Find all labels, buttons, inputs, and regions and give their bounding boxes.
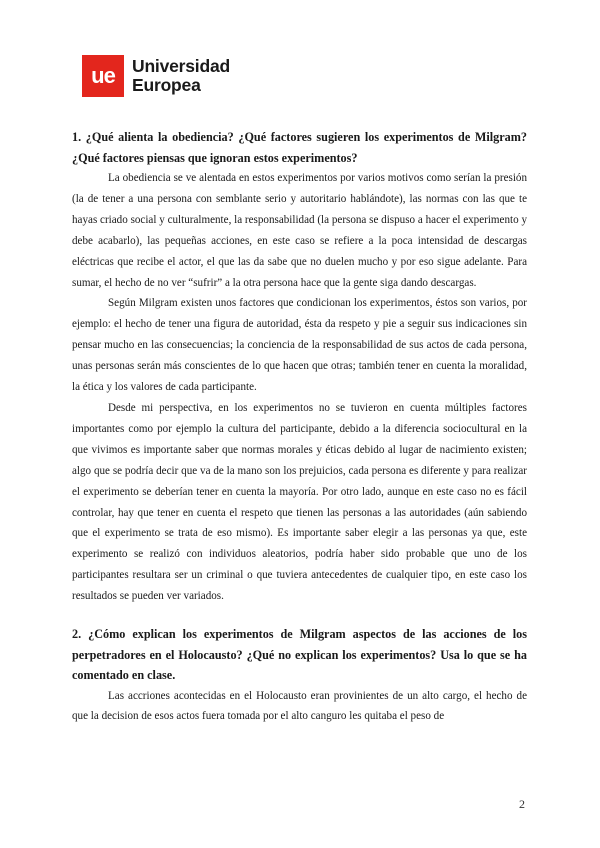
logo-line-2: Europea — [132, 75, 201, 95]
question-2-paragraph-1: Las accriones acontecidas en el Holocausto eran provinientes de un alto cargo, el hecho de que la decision de esos actos fuera tomada por el alto canguro les quitaba el peso de — [72, 689, 527, 723]
page-number: 2 — [519, 797, 525, 811]
logo-wordmark — [132, 57, 230, 95]
question-1-paragraph-2: Según Milgram existen unos factores que condicionan los experimentos, éstos son varios, por ejemplo: el hecho de tener una figura de autoridad, ésta da respeto y pie a seguir sus indicaciones sin pensar mucho en las consecuencias; la conciencia de la responsabilidad de sus actos de cada persona, unas personas serán más conscientes de lo que hacen que otras; también tener en cuenta la moralidad, la ética y los valores de cada participante. — [72, 297, 527, 394]
document-body — [72, 127, 527, 727]
question-1-paragraph-1: La obediencia se ve alentada en estos experimentos por varios motivos como serían la presión (la de tener a una persona con semblante serio y autoritario hablándote), las normas con las que te hayas criado social y culturalmente, la responsabilidad (la persona se dispuso a hacer el experimento y debe acabarlo), las pequeñas acciones, en este caso se refiere a la poca intensidad de descargas eléctricas que recibe el actor, el que las da sabe que no duelen mucho y por eso sigue adelante. Para sumar, el hecho de no ver “sufrir” a la otra persona hace que la gente siga dando descargas. — [72, 172, 527, 289]
question-1-paragraph-3: Desde mi perspectiva, en los experimentos no se tuvieron en cuenta múltiples factores importantes como por ejemplo la cultura del participante, debido a la diferencia sociocultural en la que vivimos es importante saber que normas morales y éticas debido al lugar de nacimiento existen; algo que se podría decir que va de la mano son los prejuicios, cada persona es diferente y para realizar el experimento se deberían tener en cuenta la mayoría. Por otro lado, aunque en este caso no es fácil controlar, hay que tener en cuenta el respeto que tienen las personas a las autoridades (aún sabiendo que el experimento se trata de eso mismo). Es importante saber elegir a las personas ya que, este experimento se realizó con individuos aleatorios, podría haber sido probable que uno de los participantes resultara ser un criminal o que tuviera antecedentes de cualquier tipo, en este caso los resultados se pueden ver variados. — [72, 401, 527, 603]
section-spacer — [72, 607, 527, 624]
ue-logo-icon: ue — [82, 55, 124, 97]
question-1-heading: 1. ¿Qué alienta la obediencia? ¿Qué factores sugieren los experimentos de Milgram? ¿Qué factores piensas que ignoran estos experimentos? — [72, 130, 527, 165]
university-logo — [82, 55, 230, 97]
question-2-heading: 2. ¿Cómo explican los experimentos de Milgram aspectos de las acciones de los perpetradores en el Holocausto? ¿Qué no explican los experimentos? Usa lo que se ha comentado en clase. — [72, 627, 527, 683]
logo-line-1: Universidad — [132, 56, 230, 76]
